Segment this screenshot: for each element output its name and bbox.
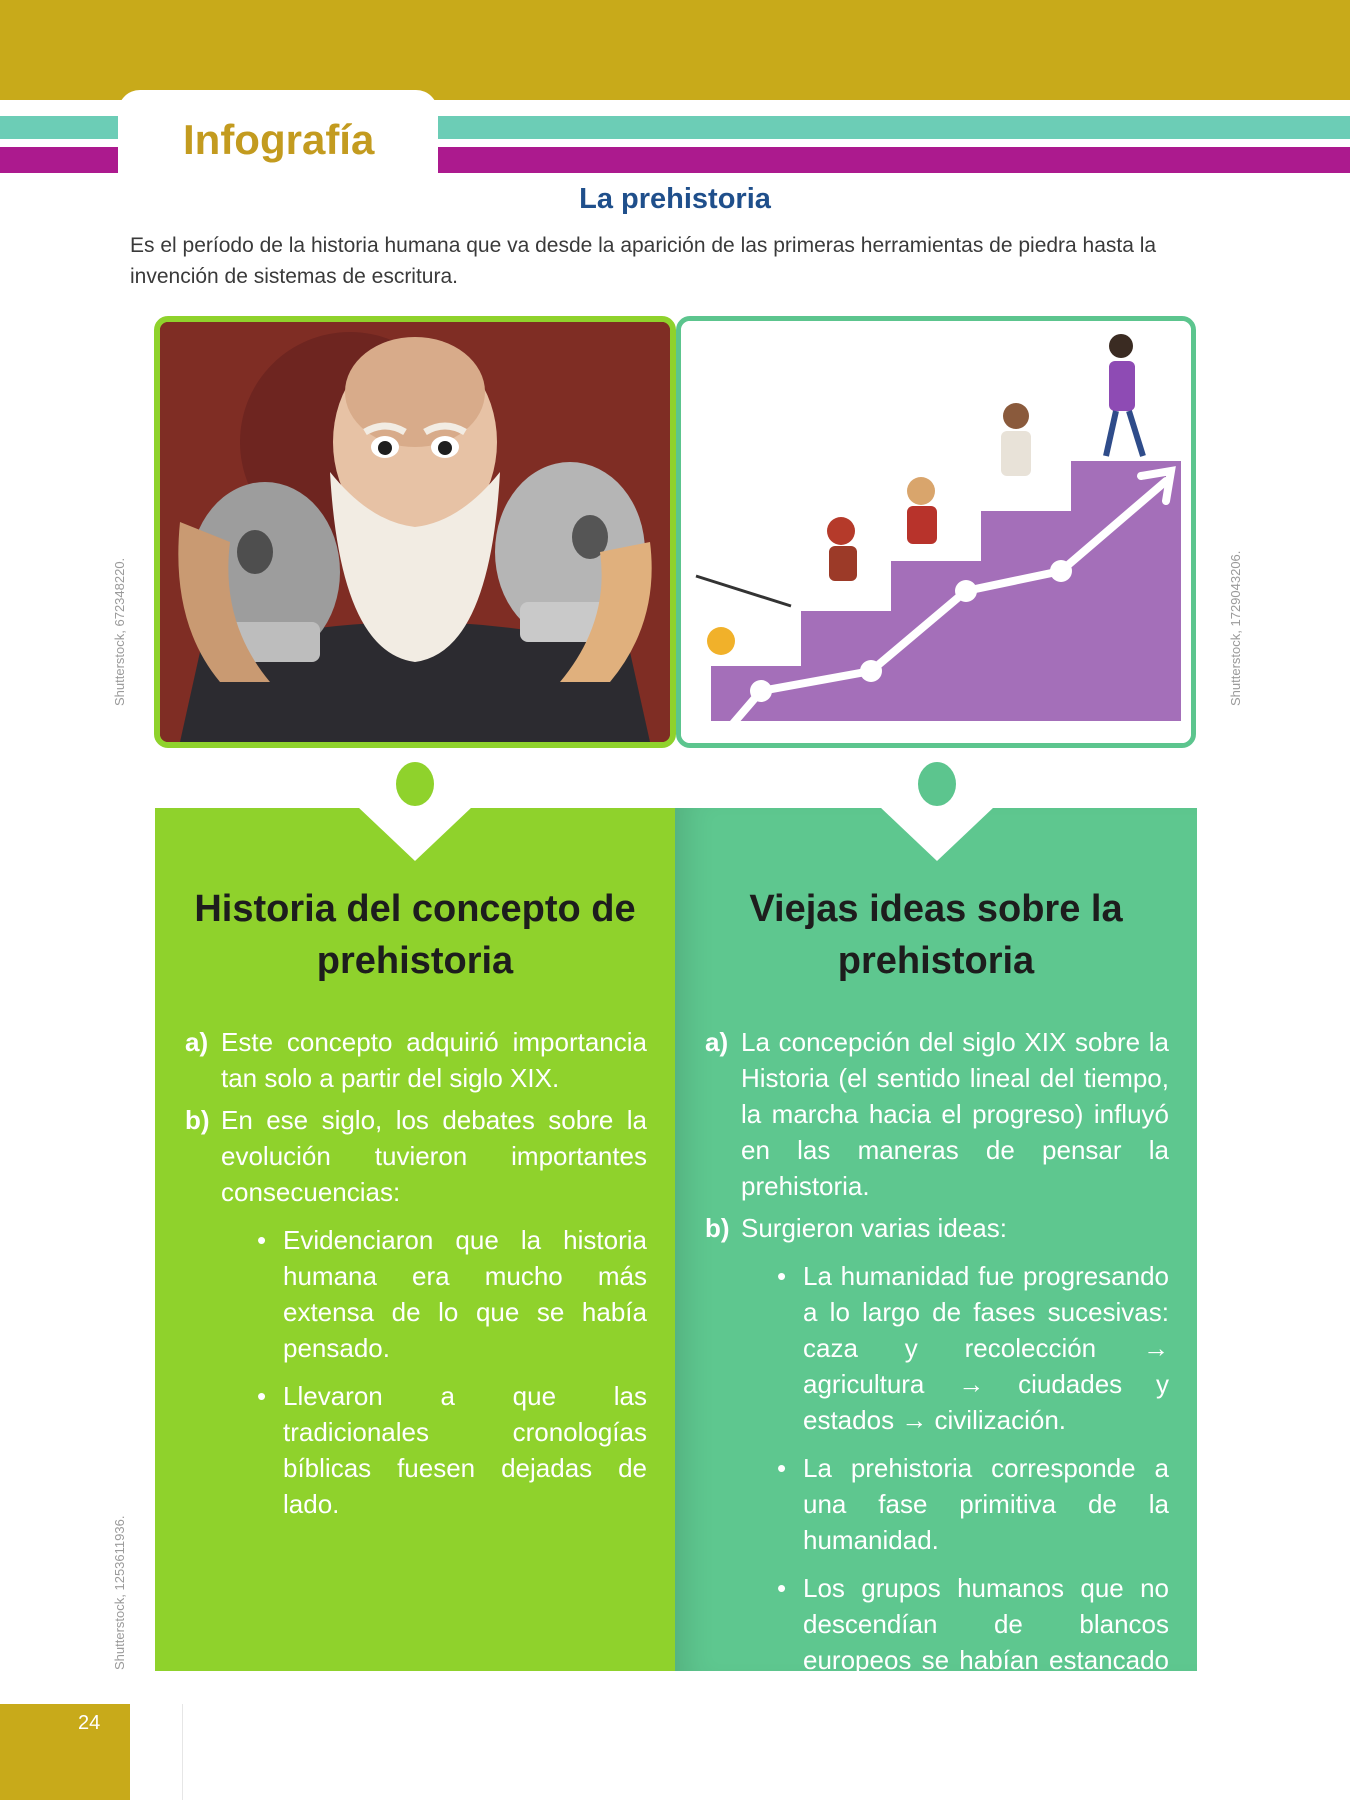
column-history-concept bbox=[155, 808, 675, 1671]
bullet-item: • La prehistoria corresponde a una fase primitiva de la humanidad. bbox=[777, 1450, 1169, 1558]
bullet-list bbox=[777, 1258, 1169, 1714]
progress-stairs-image bbox=[681, 321, 1191, 743]
bullet-item: • Evidenciaron que la historia humana era mucho más extensa de lo que se había pensado. bbox=[257, 1222, 647, 1366]
list-item-text: Surgieron varias ideas: bbox=[741, 1213, 1007, 1243]
bullet-item: • La humanidad fue progresando a lo largo de fases sucesivas: caza y recolección → agricultura → ciudades y estados → civilización. bbox=[777, 1258, 1169, 1438]
column-notch bbox=[880, 807, 994, 861]
photo-credit-bottom: Shutterstock, 1253611936. bbox=[112, 1515, 127, 1670]
column-title: Viejas ideas sobre la prehistoria bbox=[749, 888, 1123, 982]
list-item-text: Este concepto adquirió importancia tan solo a partir del siglo XIX. bbox=[221, 1027, 647, 1093]
page-title: La prehistoria bbox=[579, 183, 771, 215]
illustration-progress-stairs bbox=[676, 316, 1196, 748]
bullet-item: • Llevaron a que las tradicionales cronologías bíblicas fuesen dejadas de lado. bbox=[257, 1378, 647, 1522]
list-marker-a: a) bbox=[705, 1027, 729, 1057]
list-marker-a: a) bbox=[185, 1027, 209, 1057]
list-marker-b: b) bbox=[705, 1213, 730, 1243]
connector-dot-left bbox=[396, 762, 434, 806]
column-title: Historia del concepto de prehistoria bbox=[194, 888, 636, 982]
illustration-darwin-skulls bbox=[154, 316, 676, 748]
list-item-b bbox=[185, 1102, 647, 1522]
list-marker-b: b) bbox=[185, 1105, 210, 1135]
list-item-text: La concepción del siglo XIX sobre la Historia (el sentido lineal del tiempo, la marcha hacia el progreso) influyó en las maneras de pensar la prehistoria. bbox=[741, 1027, 1169, 1201]
footer-divider bbox=[182, 1704, 183, 1800]
page-number-tab bbox=[0, 1704, 130, 1800]
list-item-a bbox=[185, 1024, 647, 1096]
connector-dot-right bbox=[918, 762, 956, 806]
section-label: Infografía bbox=[183, 116, 375, 163]
page-number: 24 bbox=[78, 1712, 101, 1734]
intro-paragraph: Es el período de la historia humana que va desde la aparición de las primeras herramientas de piedra hasta la invención de sistemas de escritura. bbox=[130, 234, 1157, 288]
column-items bbox=[185, 1024, 647, 1534]
list-item-b bbox=[705, 1210, 1169, 1714]
column-items bbox=[705, 1024, 1169, 1726]
bullet-item: • Los grupos humanos que no descendían de blancos europeos se habían estancado en la marcha hacia el progreso. bbox=[777, 1570, 1169, 1714]
column-old-ideas bbox=[675, 808, 1197, 1711]
list-item-text: En ese siglo, los debates sobre la evolución tuvieron importantes consecuencias: bbox=[221, 1105, 647, 1207]
photo-credit-right: Shutterstock, 1729043206. bbox=[1228, 550, 1243, 706]
photo-credit-left: Shutterstock, 672348220. bbox=[112, 557, 127, 706]
column-notch bbox=[358, 807, 472, 861]
bullet-list bbox=[257, 1222, 647, 1522]
header-band bbox=[0, 0, 1350, 100]
list-item-a bbox=[705, 1024, 1169, 1204]
darwin-skulls-image bbox=[160, 322, 670, 742]
